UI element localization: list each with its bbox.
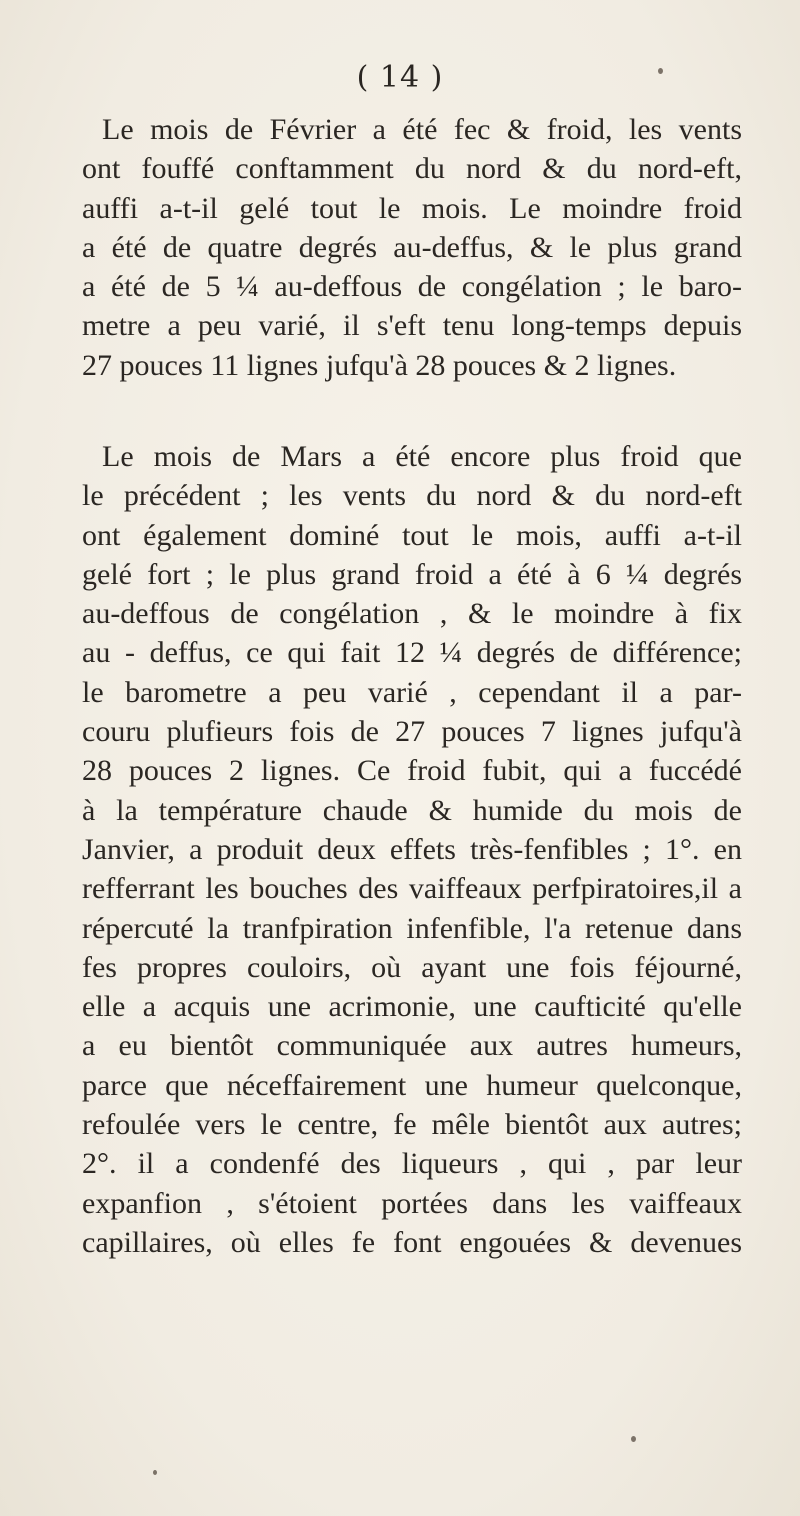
page-number: ( 14 ) — [356, 60, 444, 95]
text-line: couru plufieurs fois de 27 pouces 7 lignes jufqu'à — [82, 715, 742, 749]
text-line: metre a peu varié, il s'eft tenu long-temps depuis — [82, 309, 742, 343]
text-line: a eu bientôt communiquée aux autres humeurs, — [82, 1029, 742, 1063]
text-line: auffi a-t-il gelé tout le mois. Le moindre froid — [82, 191, 742, 225]
text-line: refferrant les bouches des vaiffeaux perfpiratoires,il a — [82, 872, 742, 906]
ink-speck — [658, 68, 663, 74]
text-line: Janvier, a produit deux effets très-fenfibles ; 1°. en — [82, 832, 742, 866]
text-line: elle a acquis une acrimonie, une caufticité qu'elle — [82, 990, 742, 1024]
text-line: le barometre a peu varié , cependant il a par- — [82, 675, 742, 709]
text-line: le précédent ; les vents du nord & du nord-eft — [82, 479, 742, 513]
text-line: au-deffous de congélation , & le moindre à fix — [82, 597, 742, 631]
text-line: a été de quatre degrés au-deffus, & le plus grand — [82, 230, 742, 264]
ink-speck — [631, 1436, 636, 1442]
text-line: Le mois de Février a été fec & froid, les vents — [102, 113, 742, 146]
text-line: fes propres couloirs, où ayant une fois féjourné, — [82, 950, 742, 984]
text-line: ont également dominé tout le mois, auffi a-t-il — [82, 518, 742, 552]
paragraph-march — [82, 437, 742, 1262]
text-line: 28 pouces 2 lignes. Ce froid fubit, qui a fuccédé — [82, 754, 742, 788]
text-line: ont fouffé conftamment du nord & du nord-eft, — [82, 152, 742, 186]
text-line: refoulée vers le centre, fe mêle bientôt aux autres; — [82, 1108, 742, 1142]
text-line: 27 pouces 11 lignes jufqu'à 28 pouces & 2 lignes. — [82, 348, 677, 382]
text-line: parce que néceffairement une humeur quelconque, — [82, 1068, 742, 1102]
text-line: capillaires, où elles fe font engouées & devenues — [82, 1225, 742, 1259]
text-line: gelé fort ; le plus grand froid a été à 6 ¼ degrés — [82, 557, 742, 591]
text-line: au - deffus, ce qui fait 12 ¼ degrés de différence; — [82, 636, 742, 670]
text-line: a été de 5 ¼ au-deffous de congélation ; le baro- — [82, 270, 742, 304]
paragraph-february — [82, 110, 742, 385]
text-line: répercuté la tranfpiration infenfible, l'a retenue dans — [82, 911, 742, 945]
text-line: expanfion , s'étoient portées dans les vaiffeaux — [82, 1186, 742, 1220]
ink-speck — [153, 1470, 157, 1475]
text-line: à la température chaude & humide du mois de — [82, 793, 742, 827]
text-line: 2°. il a condenfé des liqueurs , qui , par leur — [82, 1147, 742, 1181]
text-line: Le mois de Mars a été encore plus froid que — [102, 440, 742, 473]
